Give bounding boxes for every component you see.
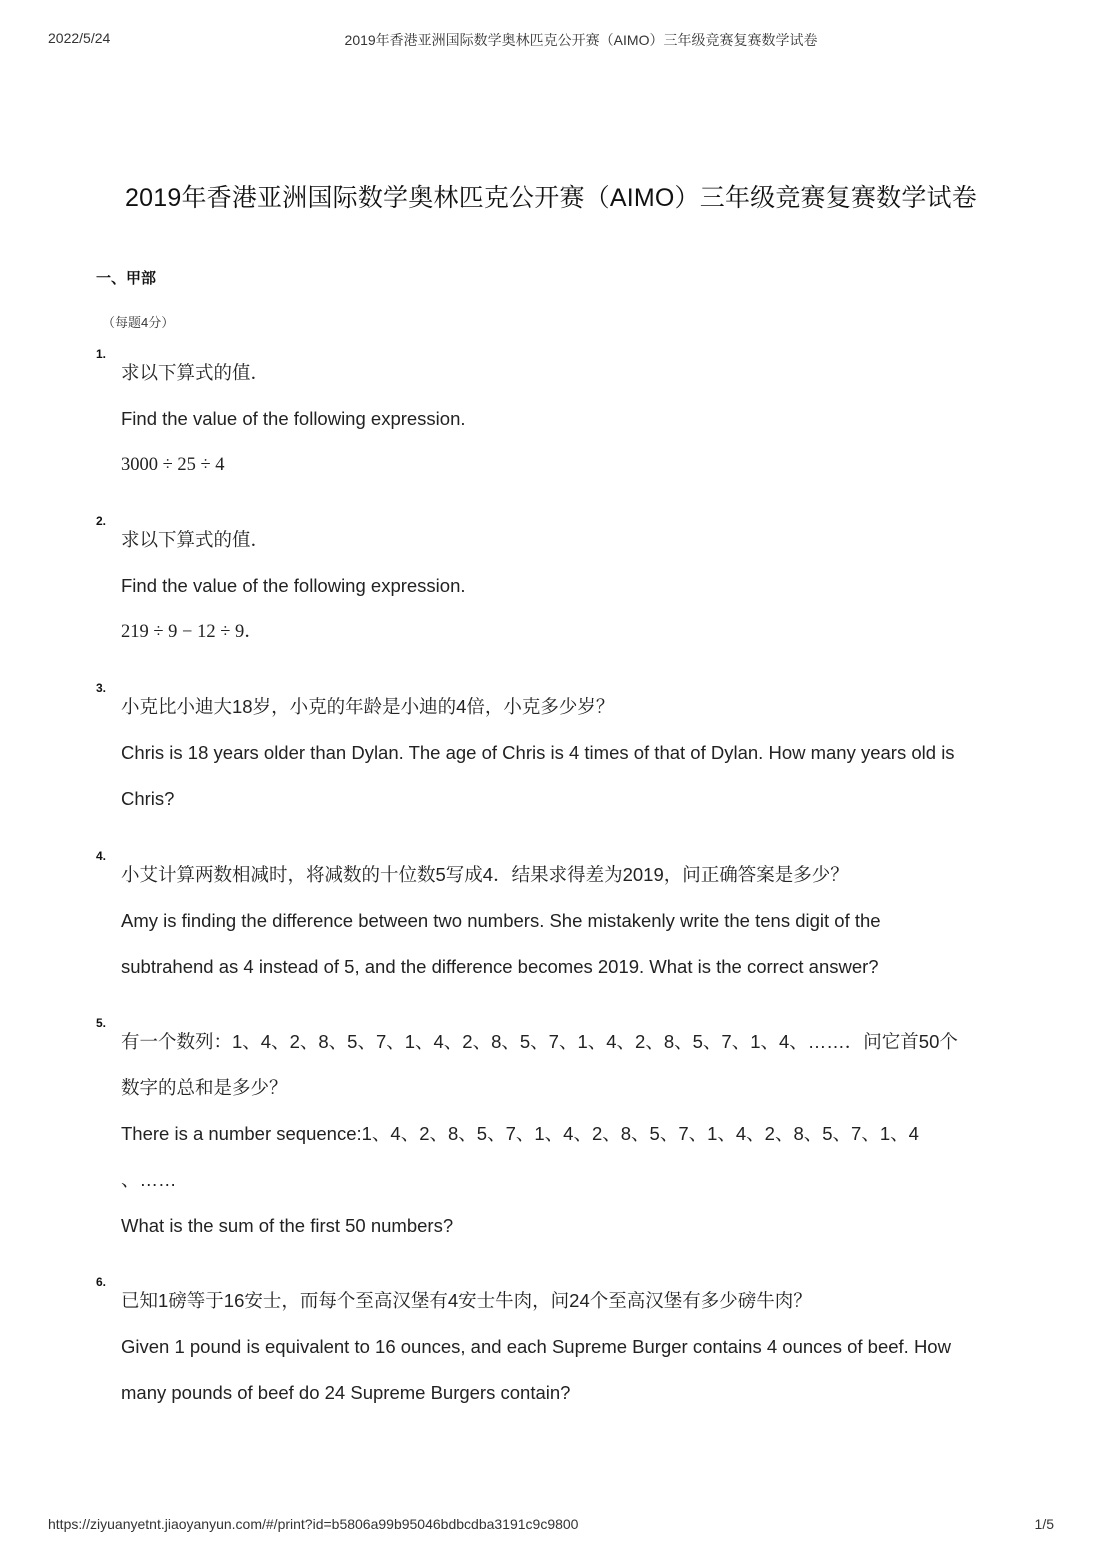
question-text-en-cont: Chris? <box>121 788 175 809</box>
section-note: （每题4分） <box>102 315 175 330</box>
question-text-zh: 已知1磅等于16安士，而每个至高汉堡有4安士牛肉，问24个至高汉堡有多少磅牛肉？ <box>121 1290 812 1311</box>
question-text-en: Chris is 18 years older than Dylan. The age of Chris is 4 times of that of Dylan. How many years old is <box>121 742 955 763</box>
question-3 <box>96 681 1016 822</box>
question-1 <box>96 347 1016 488</box>
question-4 <box>96 849 1016 990</box>
question-text-en: Find the value of the following expression. <box>121 408 466 429</box>
question-6 <box>96 1275 1016 1416</box>
page-number: 1/5 <box>1034 1516 1054 1532</box>
question-text-en: Amy is finding the difference between two numbers. She mistakenly write the tens digit of the <box>121 910 881 931</box>
question-expression: 3000 ÷ 25 ÷ 4 <box>121 455 225 475</box>
print-date: 2022/5/24 <box>48 30 111 46</box>
question-text-en-ask: What is the sum of the first 50 numbers? <box>121 1215 454 1236</box>
question-text-en-cont: many pounds of beef do 24 Supreme Burgers contain? <box>121 1382 571 1403</box>
question-number: 4. <box>96 849 107 863</box>
question-2 <box>96 514 1016 655</box>
section-title: 一、甲部 <box>96 270 157 287</box>
question-text-en: There is a number sequence:1、4、2、8、5、7、1、4、2、8、5、7、1、4、2、8、5、7、1、4 <box>121 1123 919 1144</box>
question-text-en-cont: 、…… <box>121 1169 177 1190</box>
question-text-zh: 有一个数列：1、4、2、8、5、7、1、4、2、8、5、7、1、4、2、8、5、7、1、4、……．问它首50个 <box>121 1031 958 1052</box>
question-text-zh: 小克比小迪大18岁，小克的年龄是小迪的4倍，小克多少岁？ <box>121 696 615 717</box>
question-number: 2. <box>96 514 107 528</box>
question-5 <box>96 1016 1016 1249</box>
question-text-zh-cont: 数字的总和是多少？ <box>121 1077 288 1098</box>
question-text-zh: 小艾计算两数相减时，将减数的十位数5写成4．结果求得差为2019，问正确答案是多少？ <box>121 864 849 885</box>
footer-url: https://ziyuanyetnt.jiaoyanyun.com/#/print?id=b5806a99b95046bdbcdba3191c9c9800 <box>48 1516 579 1532</box>
question-text-en: Given 1 pound is equivalent to 16 ounces, and each Supreme Burger contains 4 ounces of beef. How <box>121 1336 951 1357</box>
document-title: 2019年香港亚洲国际数学奥林匹克公开赛（AIMO）三年级竞赛复赛数学试卷 <box>125 184 977 212</box>
question-text-zh: 求以下算式的值． <box>121 529 270 550</box>
question-number: 1. <box>96 347 107 361</box>
question-text-en: Find the value of the following expression. <box>121 575 466 596</box>
question-text-en-cont: subtrahend as 4 instead of 5, and the difference becomes 2019. What is the correct answer? <box>121 956 879 977</box>
question-number: 3. <box>96 681 107 695</box>
question-text-zh: 求以下算式的值． <box>121 362 270 383</box>
question-number: 5. <box>96 1016 107 1030</box>
question-expression: 219 ÷ 9 − 12 ÷ 9． <box>121 622 263 642</box>
print-header-title: 2019年香港亚洲国际数学奥林匹克公开赛（AIMO）三年级竞赛复赛数学试卷 <box>344 32 818 48</box>
question-number: 6. <box>96 1275 107 1289</box>
